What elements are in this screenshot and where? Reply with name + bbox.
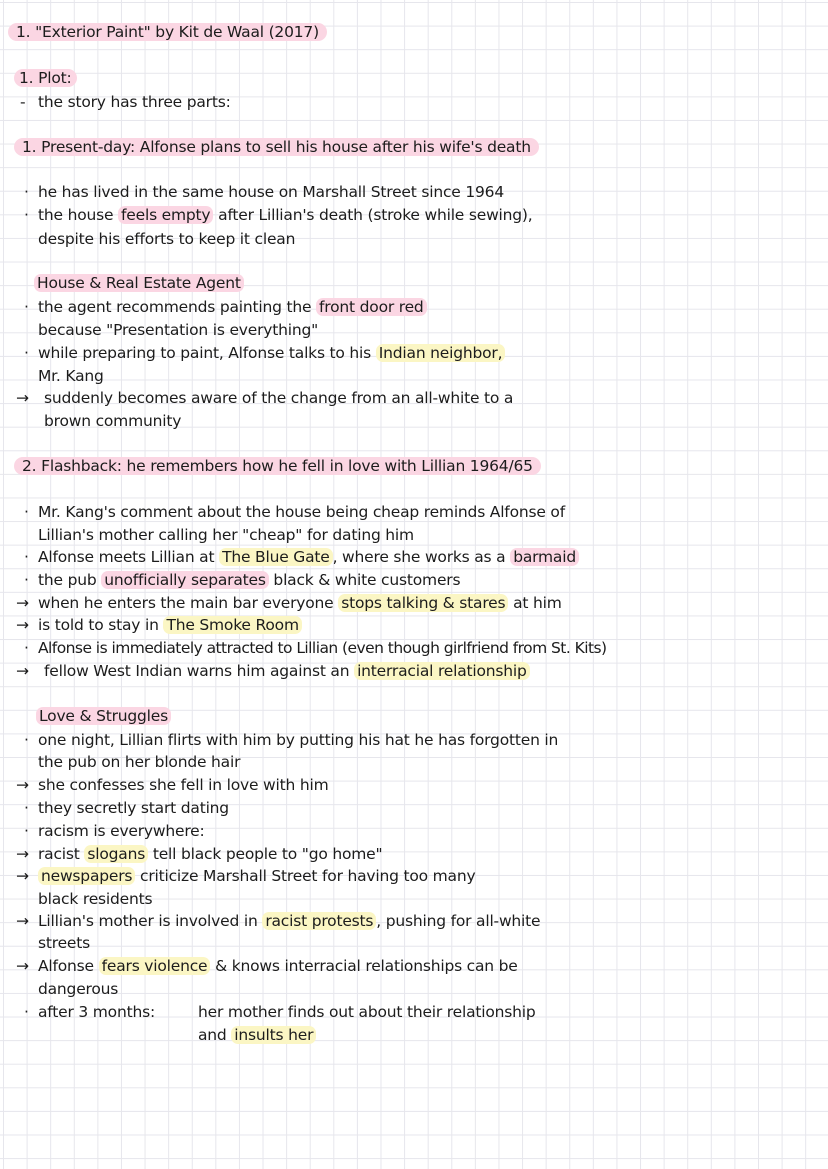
bullet-marker: · [24,639,29,657]
bullet-marker: · [24,731,29,749]
bullet-text: the agent recommends painting the front door red [38,297,427,317]
bullet-text: after 3 months: [38,1003,155,1021]
bullet-text: racism is everywhere: [38,822,205,840]
bullet-marker: · [24,822,29,840]
bullet-text: the house feels empty after Lillian's death (stroke while sewing), [38,206,533,224]
bullet-text: Alfonse meets Lillian at The Blue Gate , where she works as a barmaid [38,547,579,567]
arrow-icon: → [16,957,29,975]
plot-heading: 1. Plot: [14,68,77,88]
arrow-continuation: black residents [38,890,153,908]
bullet-text: Mr. Kang's comment about the house being cheap reminds Alfonse of [38,503,565,521]
arrow-text: Lillian's mother is involved in racist protests , pushing for all-white [38,912,541,930]
arrow-icon: → [16,845,29,863]
bullet-text: while preparing to paint, Alfonse talks to his Indian neighbor, [38,343,505,363]
bullet-marker: · [24,298,29,316]
bullet-text: they secretly start dating [38,799,229,817]
page-title: 1. "Exterior Paint" by Kit de Waal (2017) [8,22,327,42]
part2-heading: 2. Flashback: he remembers how he fell in love with Lillian 1964/65 [14,456,541,476]
bullet-text: one night, Lillian flirts with him by putting his hat he has forgotten in [38,731,559,749]
arrow-icon: → [16,616,29,634]
dash-marker: - [20,93,26,111]
arrow-icon: → [16,662,29,680]
bullet-continuation: Lillian's mother calling her "cheap" for dating him [38,526,414,544]
arrow-text: she confesses she fell in love with him [38,776,329,794]
arrow-continuation: streets [38,934,91,952]
bullet-marker: · [24,183,29,201]
arrow-icon: → [16,389,29,407]
bullet-continuation: the pub on her blonde hair [38,753,241,771]
bullet-text: Alfonse is immediately attracted to Lillian (even though girlfriend from St. Kits) [38,639,607,657]
arrow-icon: → [16,776,29,794]
subheading-love-struggles: Love & Struggles [36,706,171,726]
bullet-text-right: her mother finds out about their relationship [198,1003,536,1021]
arrow-text: suddenly becomes aware of the change from an all-white to a [44,389,514,407]
bullet-continuation: Mr. Kang [38,367,104,385]
part1-heading: 1. Present-day: Alfonse plans to sell his house after his wife's death [14,137,539,157]
arrow-text: racist slogans tell black people to "go home" [38,845,383,863]
bullet-marker: · [24,799,29,817]
arrow-icon: → [16,867,29,885]
bullet-continuation: because "Presentation is everything" [38,321,319,339]
bullet-text: he has lived in the same house on Marshall Street since 1964 [38,183,505,201]
arrow-icon: → [16,594,29,612]
arrow-text: fellow West Indian warns him against an interracial relationship [44,661,530,681]
bullet-marker: · [24,344,29,362]
arrow-text: is told to stay in The Smoke Room [38,615,302,635]
bullet-marker: · [24,548,29,566]
arrow-icon: → [16,912,29,930]
bullet-continuation: and insults her [198,1025,316,1045]
bullet-text: the pub unofficially separates black & white customers [38,571,461,589]
arrow-text: newspapers criticize Marshall Street for having too many [38,866,475,886]
plot-intro: the story has three parts: [38,93,231,111]
arrow-text: when he enters the main bar everyone stops talking & stares at him [38,594,562,612]
bullet-continuation: despite his efforts to keep it clean [38,230,296,248]
arrow-continuation: brown community [44,412,182,430]
arrow-text: Alfonse fears violence & knows interracial relationships can be [38,957,518,975]
arrow-continuation: dangerous [38,980,119,998]
bullet-marker: · [24,503,29,521]
bullet-marker: · [24,1003,29,1021]
subheading-house-agent: House & Real Estate Agent [34,273,244,293]
bullet-marker: · [24,206,29,224]
bullet-marker: · [24,571,29,589]
